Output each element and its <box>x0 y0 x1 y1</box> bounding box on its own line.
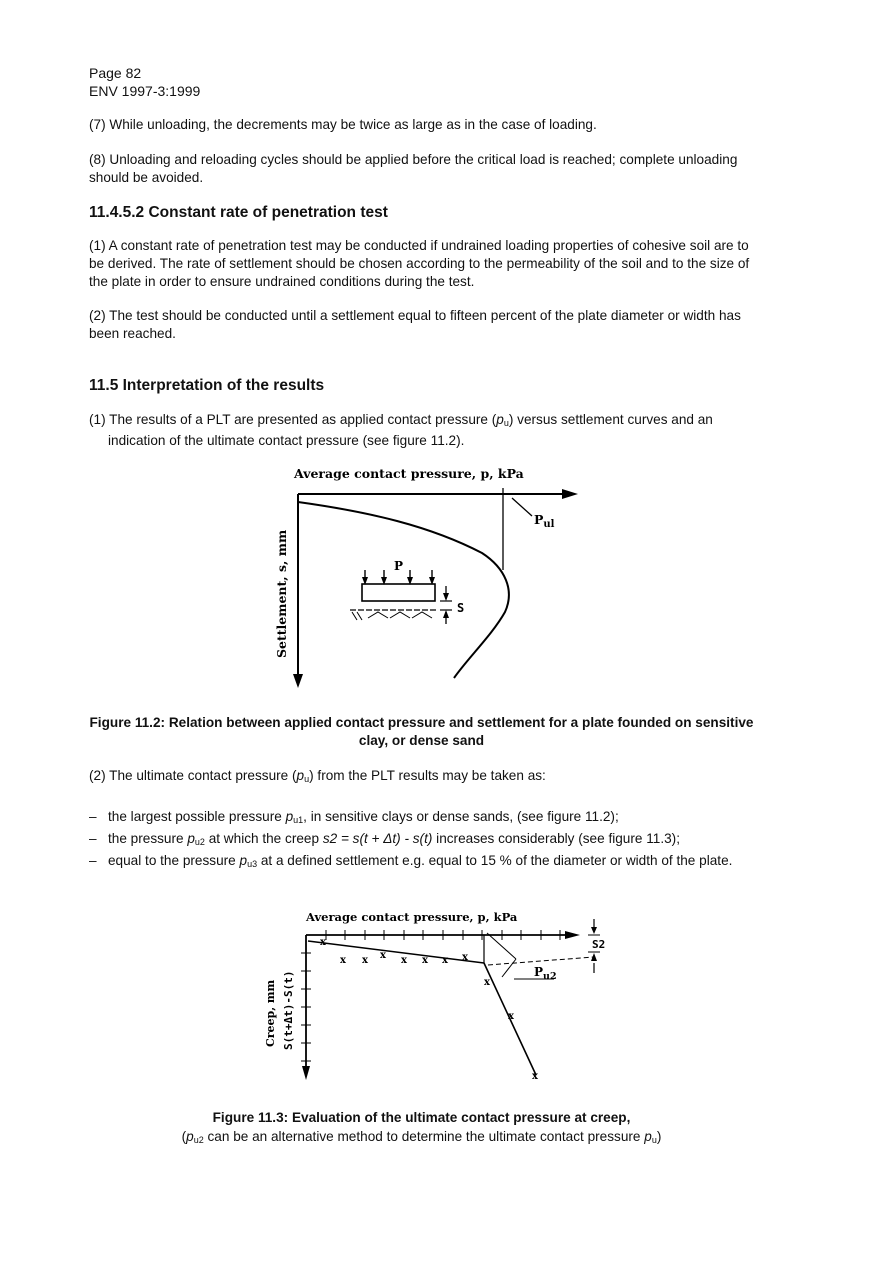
fig112-x-arrow <box>562 489 578 499</box>
figure-11-3-caption: Figure 11.3: Evaluation of the ultimate contact pressure at creep, <box>212 1110 631 1125</box>
fig112-plate <box>362 584 435 601</box>
fig112-pul-label: $P_{ul}$ <box>534 512 555 530</box>
fig112-pul-leader <box>512 498 532 516</box>
fig112-x-axis-label: Average contact pressure, p, kPa <box>294 466 524 481</box>
figure-11-2-caption: Figure 11.2: Relation between applied contact pressure and settlement for a plate founded on sensitive clay, or dense sand <box>89 715 754 748</box>
section-115-paragraph-2: (2) The ultimate contact pressure $(p_u)$ from the PLT results may be taken as: <box>89 768 546 784</box>
standard-code: ENV 1997-3:1999 <box>89 83 201 99</box>
fig113-y-axis-label-1: Creep, mm <box>264 979 277 1047</box>
fig113-pu2-underline <box>502 959 516 977</box>
fig113-x-arrow <box>565 931 580 939</box>
section-115-paragraph-1: (1) The results of a PLT are presented as applied contact pressure $(p_u)$ versus settlement curves and an indication of the ultimate contact pressure (see figure 11.2). <box>89 412 713 448</box>
fig112-curve <box>298 502 509 678</box>
fig113-marker: x <box>484 977 490 988</box>
fig113-marker: x <box>422 955 428 966</box>
fig113-marker: x <box>401 955 407 966</box>
fig113-y-axis-label-2: S(t+Δt)-S(t) <box>282 970 295 1050</box>
fig113-pu2-label: $P_{u2}$ <box>534 965 557 982</box>
fig113-marker: x <box>508 1011 514 1022</box>
fig112-y-axis-label: Settlement, s, mm <box>274 529 289 658</box>
fig113-x-axis-label: Average contact pressure, p, kPa <box>306 910 518 924</box>
fig113-marker: x <box>380 950 386 961</box>
section-heading-11452: 11.4.5.2 Constant rate of penetration test <box>89 204 388 221</box>
page-header <box>89 64 200 100</box>
fig113-marker: x <box>362 955 368 966</box>
figure-11-3-caption-note: ($p_{u2}$ can be an alternative method to determine the ultimate contact pressure $p_u$) <box>181 1129 662 1145</box>
fig112-hatch <box>352 612 432 620</box>
fig112-settle-label: S <box>457 601 465 615</box>
fig113-marker: x <box>462 952 468 963</box>
paragraph-8: (8) Unloading and reloading cycles should be applied before the critical load is reached; complete unloading should be avoided. <box>89 152 738 185</box>
section-heading-115: 11.5 Interpretation of the results <box>89 377 325 394</box>
fig113-s2-dashed <box>488 957 594 965</box>
figure-11-3 <box>258 905 618 1085</box>
fig112-y-arrow <box>293 674 303 688</box>
page-number: Page 82 <box>89 65 142 81</box>
paragraph-7: (7) While unloading, the decrements may be twice as large as in the case of loading. <box>89 117 597 132</box>
fig113-s2-label: S2 <box>592 938 606 951</box>
list-item: – equal to the pressure $p_{u3}$ at a defined settlement e.g. equal to 15 % of the diameter or width of the plate. <box>89 853 733 869</box>
fig113-marker: x <box>340 955 346 966</box>
section-11452-paragraph-2: (2) The test should be conducted until a settlement equal to fifteen percent of the plate diameter or width has been reached. <box>89 308 741 341</box>
section-11452-paragraph-1: (1) A constant rate of penetration test may be conducted if undrained loading properties of cohesive soil are to be derived. The rate of settlement should be chosen according to the permeability of the soil and to the size of the plate in order to ensure undrained conditions during the test. <box>89 238 750 289</box>
fig113-marker: x <box>442 955 448 966</box>
list-item: – the largest possible pressure $p_{u1}$, in sensitive clays or dense sands, (see figure 11.2); <box>89 809 619 825</box>
list-item: – the pressure $p_{u2}$ at which the creep s2 = s(t + Δt) - s(t) increases considerably (see figure 11.3); <box>89 831 680 847</box>
fig113-creep-line <box>308 941 484 963</box>
figure-11-2 <box>260 460 600 692</box>
fig113-y-arrow <box>302 1066 310 1080</box>
fig113-marker: x <box>320 937 326 948</box>
fig112-load-label: P <box>394 559 404 573</box>
fig113-marker: x <box>532 1071 538 1082</box>
